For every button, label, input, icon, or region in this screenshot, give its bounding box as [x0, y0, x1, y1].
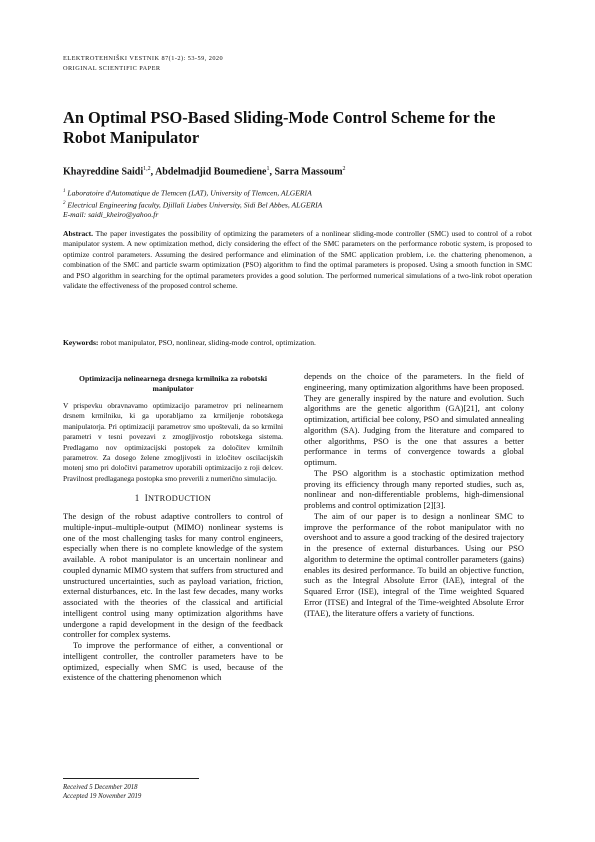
slovene-abstract: V prispevku obravnavamo optimizacijo parametrov pri nelinearnem drsnem krmilniku, ki ga uporabljamo za krmiljenje robotskega manipulatorja. Pri optimizaciji parametrov smo upoštevali, da so krmilni parametri v tesni povezavi z zmogljivostjo robotskega sistema. Predlagamo nov optimizacijski postopek za določitev krmilnih parametrov. Za dosego želene zmogljivosti in izločitev oscilacijskih motenj smo pri določitvi parametrov uporabili optimizacijo z roji delcev. Pravilnost predlaganega postopka smo preverili z numerično simulacijo. — [63, 401, 283, 483]
abstract — [63, 229, 532, 291]
accepted-date: Accepted 19 November 2019 — [63, 793, 142, 800]
slovene-title: Optimizacija nelinearnega drsnega krmilnika za robotski manipulator — [79, 374, 267, 393]
contact-email: E-mail: saidi_kheiro@yahoo.fr — [63, 210, 159, 220]
footnote-rule — [63, 778, 199, 779]
keywords-label: Keywords: — [63, 338, 99, 347]
author-list: Khayreddine Saidi$^{1,2}$, Abdelmadjid Boumediene$^1$, Sarra Massoum$^2$ — [63, 166, 346, 178]
author-name: Sarra Massoum — [274, 166, 343, 178]
intro-paragraph: The design of the robust adaptive controllers to control of multiple-input–multiple-output (MIMO) nonlinear systems is one of the most challenging tasks for many control engineers, especially when there is no complete knowledge of the system available. A robot manipulator is an uncertain nonlinear and coupled dynamic MIMO system that suffers from structured and unstructured uncertainties, such as payload variation, friction, external disturbances, etc. In the last few decades, many works associated with the theories of the classical and artificial intelligent control using many optimization algorithms have undergone a rapid development in the design of the feedback controller for complex systems. — [63, 511, 283, 640]
footnotes — [63, 783, 141, 801]
body-paragraph: The PSO algorithm is a stochastic optimization method proving its efficiency through many reported studies, such as, nonlinear and non-differentiable problems, high-dimensional problems and control optimization [2][3]. — [304, 467, 524, 510]
paper-title: An Optimal PSO-Based Sliding-Mode Control Scheme for the Robot Manipulator — [63, 108, 496, 147]
body-paragraph: depends on the choice of the parameters. In the field of engineering, many optimization algorithms have been proposed. They are generally inspired by the nature and evolution. Such algorithms are the genetic algorithm (GA)[21], ant colony optimization, artificial bee colony, PSO and simulated annealing algorithm (SA). Judging from the literature and compared to other algorithms, PSO is the one that assures a better performance in terms of convergence towards a global optimum. — [304, 371, 524, 467]
journal-citation: ELEKTROTEHNIŠKI VESTNIK 87(1-2): 53-59, 2020 — [63, 55, 224, 62]
author-affiliation-mark: 2 — [342, 166, 346, 172]
left-column — [63, 371, 283, 683]
body-paragraph: The aim of our paper is to design a nonlinear SMC to improve the performance of the robot manipulator with no overshoot and to assure a good tracking of the desired trajectory in the presence of external disturbances. Using our PSO algorithm to determine the optimal controller parameters (gains) enables its desired performance. To build an objective function, such as the Integral Absolute Error (IAE), integral of the Squared Error (ISE), integral of the Time weighted Squared Error (ITSE) and Integral of the Time-weighted Absolute Error (ITAE), the literature offers a variety of functions. — [304, 510, 524, 618]
author-affiliation-mark: 1,2 — [143, 166, 151, 172]
affiliations — [63, 187, 322, 220]
keywords-text: robot manipulator, PSO, nonlinear, sliding-mode control, optimization. — [100, 338, 316, 347]
abstract-label: Abstract. — [63, 229, 93, 238]
keywords — [63, 338, 532, 347]
abstract-text: The paper investigates the possibility of optimizing the parameters of a nonlinear sliding-mode controller (SMC) used to control of a robot manipulator system. A new optimization method, dicly considering the effect of the SMC parameters on the performance robotic system, is proposed to optimize control parameters. Assuming the desired performance and elimination of the SMC application problem, i.e. the chattering phenomenon, a combination of the SMC and particle swarm optimization (PSO) algorithm to find the optimal parameters is proposed. Using a smooth function in SMC and PSO algorithm in searching for the optimal parameters provides a good solution. The performed numerical simulations of a two-link robot operation validate the effectiveness of the proposed control scheme. — [63, 229, 532, 291]
received-date: Received 5 December 2018 — [63, 784, 138, 791]
affiliation-line: $^1$ Laboratoire d'Automatique de Tlemcen (LAT), University of Tlemcen, ALGERIA — [63, 188, 312, 198]
author-name: Khayreddine Saidi — [63, 166, 144, 178]
journal-header — [63, 54, 223, 74]
author-affiliation-mark: 1 — [266, 166, 270, 172]
author-name: Abdelmadjid Boumediene — [155, 166, 267, 178]
section-heading-introduction: 1 INTRODUCTION — [134, 493, 212, 504]
article-type: ORIGINAL SCIENTIFIC PAPER — [63, 65, 161, 72]
affiliation-line: $^2$ Electrical Engineering faculty, Djillali Liabes University, Sidi Bel Abbes, ALGERIA — [63, 200, 323, 210]
intro-paragraph: To improve the performance of either, a conventional or intelligent controller, the controller parameters have to be optimized, especially when SMC is used, because of the existence of the chattering phenomenon which — [63, 640, 283, 683]
right-column — [304, 371, 524, 618]
